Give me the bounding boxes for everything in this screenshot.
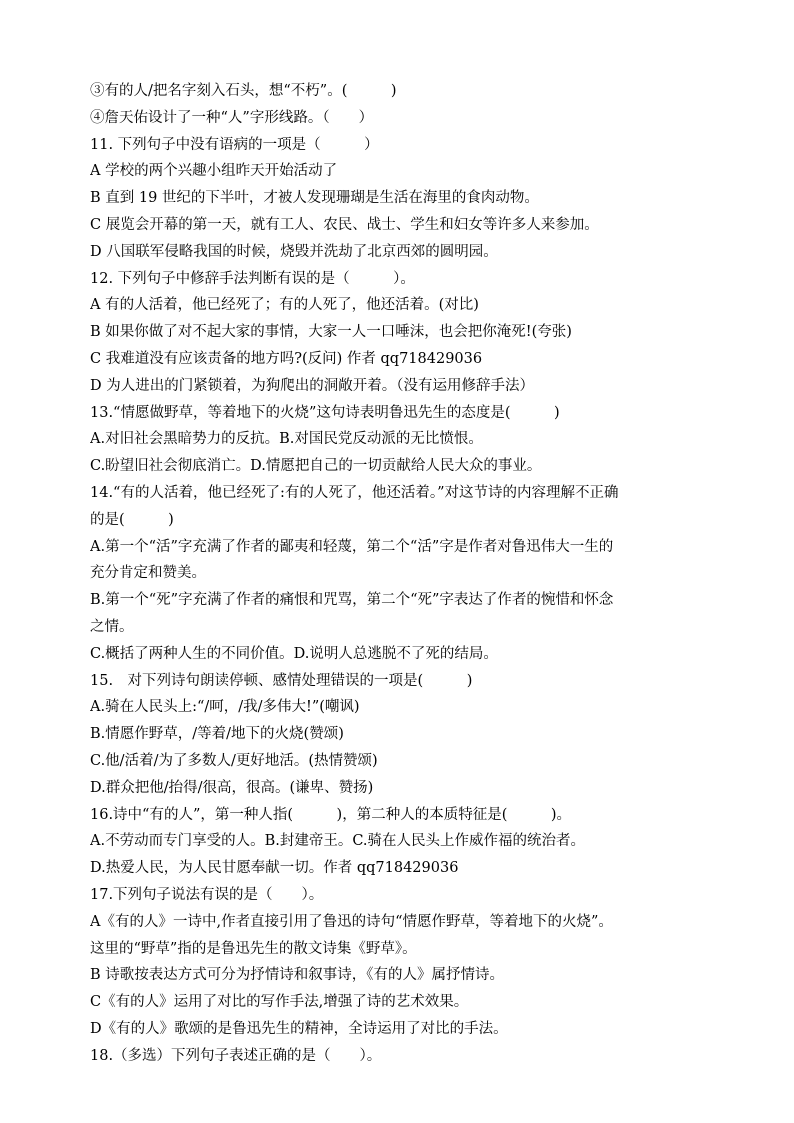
text-line: ④詹天佑设计了一种“人”字形线路。（ ） — [90, 109, 374, 126]
question-12-stem: 12. 下列句子中修辞手法判断有误的是（ ）。 — [90, 270, 415, 287]
text-line: D 八国联军侵略我国的时候，烧毁并洗劫了北京西郊的圆明园。 — [90, 243, 498, 260]
text-line: A 学校的两个兴趣小组昨天开始活动了 — [90, 163, 338, 180]
text-line: B.第一个“死”字充满了作者的痛恨和咒骂，第二个“死”字表达了作者的惋惜和怀念 — [90, 592, 614, 609]
text-line: A.不劳动而专门享受的人。B.封建帝王。C.骑在人民头上作威作福的统治者。 — [90, 833, 586, 850]
text-line: A《有的人》一诗中,作者直接引用了鲁迅的诗句“情愿作野草，等着地下的火烧”。 — [90, 913, 613, 930]
text-line: C.概括了两种人生的不同价值。D.说明人总逃脱不了死的结局。 — [90, 645, 498, 662]
text-line: C 展览会开幕的第一天，就有工人、农民、战士、学生和妇女等许多人来参加。 — [90, 216, 599, 233]
text-line: A.对旧社会黑暗势力的反抗。B.对国民党反动派的无比愤恨。 — [90, 431, 483, 448]
text-line: 的是( ) — [90, 511, 174, 528]
text-line: B 直到 19 世纪的下半叶，才被人发现珊瑚是生活在海里的食肉动物。 — [90, 190, 539, 207]
text-line: 充分肯定和赞美。 — [90, 565, 206, 582]
text-line: B.情愿作野草，/等着/地下的火烧(赞颂) — [90, 726, 344, 743]
text-line: C 我难道没有应该责备的地方吗?(反问) 作者 qq718429036 — [90, 350, 483, 367]
question-16-stem: 16.诗中“有的人”，第一种人指( )，第二种人的本质特征是( )。 — [90, 806, 572, 823]
question-18-stem: 18.（多选）下列句子表述正确的是（ ）。 — [90, 1047, 382, 1064]
text-line: 之情。 — [90, 618, 134, 635]
text-line: A.骑在人民头上:“/呵，/我/多伟大!”(嘲讽) — [90, 699, 360, 716]
text-line: D《有的人》歌颂的是鲁迅先生的精神，全诗运用了对比的手法。 — [90, 1020, 508, 1037]
question-15-stem: 15. 对下列诗句朗读停顿、感情处理错误的一项是( ) — [90, 672, 473, 689]
text-line: D.群众把他/抬得/很高，很高。(谦卑、赞扬) — [90, 779, 374, 796]
text-line: D 为人进出的门紧锁着，为狗爬出的洞敞开着。（没有运用修辞手法） — [90, 377, 534, 394]
question-17-stem: 17.下列句子说法有误的是（ ）。 — [90, 886, 324, 903]
text-line: 这里的“野草”指的是鲁迅先生的散文诗集《野草》。 — [90, 940, 417, 957]
text-line: ③有的人/把名字刻入石头，想“不朽”。( ) — [90, 83, 397, 99]
text-line: B 诗歌按表达方式可分为抒情诗和叙事诗，《有的人》属抒情诗。 — [90, 967, 505, 984]
text-line: B 如果你做了对不起大家的事情，大家一人一口唾沫，也会把你淹死!(夸张) — [90, 324, 572, 341]
question-13-stem: 13.“情愿做野草，等着地下的火烧”这句诗表明鲁迅先生的态度是( ) — [90, 404, 560, 421]
text-line: A 有的人活着，他已经死了；有的人死了，他还活着。(对比) — [90, 297, 479, 314]
text-line: A.第一个“活”字充满了作者的鄙夷和轻蔑，第二个“活”字是作者对鲁迅伟大一生的 — [90, 538, 614, 555]
text-line: C《有的人》运用了对比的写作手法,增强了诗的艺术效果。 — [90, 994, 469, 1011]
text-line: D.热爱人民，为人民甘愿奉献一切。作者 qq718429036 — [90, 860, 459, 877]
document-page — [90, 78, 710, 1069]
question-11-stem: 11. 下列句子中没有语病的一项是（ ） — [90, 136, 379, 153]
text-line: C.他/活着/为了多数人/更好地活。(热情赞颂) — [90, 752, 378, 769]
question-14-stem: 14.“有的人活着，他已经死了:有的人死了，他还活着。”对这节诗的内容理解不正确 — [90, 484, 619, 501]
text-line: C.盼望旧社会彻底消亡。D.情愿把自己的一切贡献给人民大众的事业。 — [90, 458, 542, 475]
